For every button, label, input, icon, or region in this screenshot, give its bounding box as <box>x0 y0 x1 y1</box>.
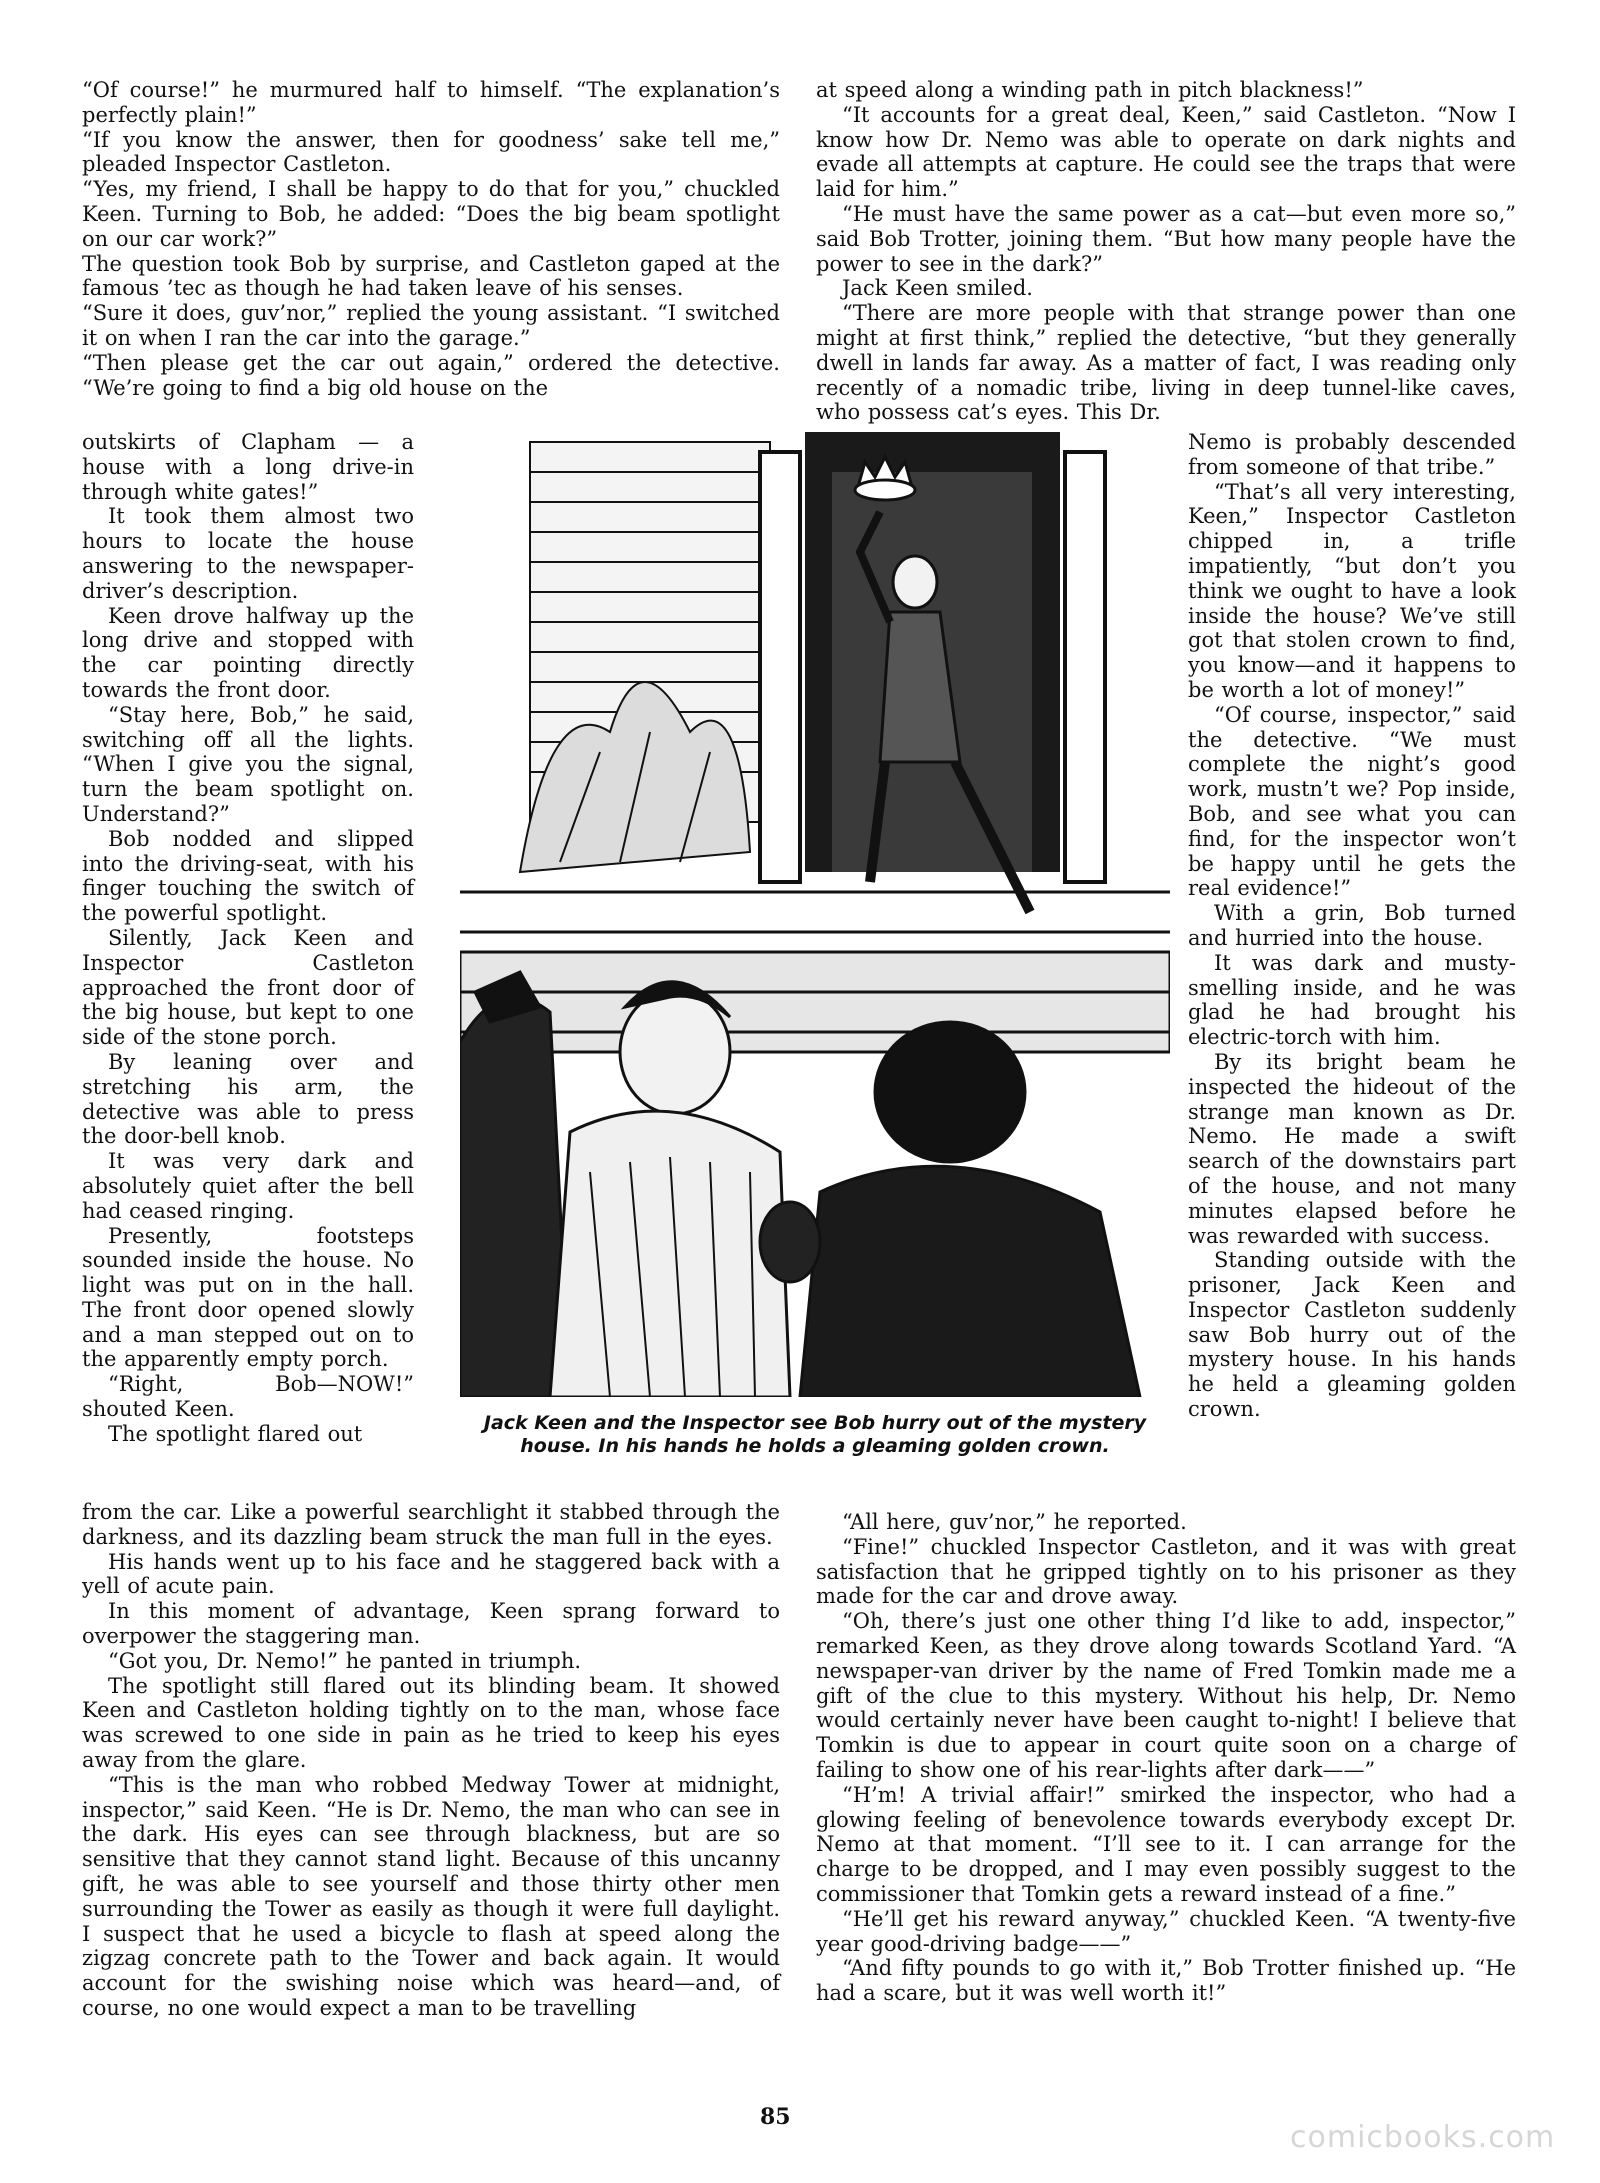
paragraph: “Of course, inspector,” said the detective. “We must complete the night’s good work, mustn’t we? Pop inside, Bob, and see what you can find, for the inspector won’t be happy until he gets the real evidence!” <box>1188 702 1516 901</box>
text-column-left-bottom <box>82 1500 780 2021</box>
paragraph: “This is the man who robbed Medway Tower at midnight, inspector,” said Keen. “He is Dr. Nemo, the man who can see in the dark. His eyes can see through blackness, but are so sensitive that they cannot stand light. Because of this uncanny gift, he was able to see yourself and those thirty other men surrounding the Tower as easily as though it were full daylight. I suspect that he used a bicycle to flash at speed along the zigzag concrete path to the Tower and back again. It would account for the swishing noise which was heard—and, of course, no one would expect a man to be travelling <box>82 1772 780 2020</box>
paragraph: “H’m! A trivial affair!” smirked the inspector, who had a glowing feeling of benevolence towards everybody except Dr. Nemo at that moment. “I’ll see to it. I can arrange for the charge to be dropped, and I may even possibly suggest to the commissioner that Tomkin gets a reward instead of a fine.” <box>816 1782 1516 1906</box>
paragraph: The spotlight still flared out its blinding beam. It showed Keen and Castleton holding tightly on to the man, whose face was screwed to one side in pain as he tried to keep his eyes away from the glare. <box>82 1673 780 1772</box>
paragraph: By its bright beam he inspected the hideout of the strange man known as Dr. Nemo. He made a swift search of the downstairs part of the house, and not many minutes elapsed before he was rewarded with success. <box>1188 1049 1516 1248</box>
text-column-left-top <box>82 78 780 400</box>
paragraph: It was dark and musty-smelling inside, and he was glad he had brought his electric-torch with him. <box>1188 950 1516 1050</box>
paragraph: With a grin, Bob turned and hurried into the house. <box>1188 901 1516 950</box>
paragraph: It took them almost two hours to locate the house answering to the newspaper-driver’s description. <box>82 504 414 603</box>
paragraph: “That’s all very interesting, Keen,” Inspector Castleton chipped in, a trifle impatiently, “but don’t you think we ought to have a look inside the house? We’ve still got that stolen crown to find, you know—and it happens to be worth a lot of money!” <box>1188 479 1516 702</box>
watermark: comicbooks.com <box>1290 2120 1556 2155</box>
paragraph: Nemo is probably descended from someone of that tribe.” <box>1188 430 1516 479</box>
paragraph: His hands went up to his face and he staggered back with a yell of acute pain. <box>82 1549 780 1599</box>
paragraph: “It accounts for a great deal, Keen,” said Castleton. “Now I know how Dr. Nemo was able to operate on dark nights and evade all attempts at capture. He could see the traps that were laid for him.” <box>816 102 1516 202</box>
paragraph: from the car. Like a powerful searchlight it stabbed through the darkness, and its dazzling beam struck the man full in the eyes. <box>82 1500 780 1549</box>
text-column-right-top <box>816 78 1516 425</box>
text-column-left-narrow <box>82 430 414 1447</box>
paragraph: “He’ll get his reward anyway,” chuckled Keen. “A twenty-five year good-driving badge——” <box>816 1906 1516 1956</box>
paragraph: at speed along a winding path in pitch blackness!” <box>816 78 1364 102</box>
paragraph: “Right, Bob—NOW!” shouted Keen. <box>82 1372 414 1422</box>
paragraph: “Got you, Dr. Nemo!” he panted in triumph. <box>108 1648 582 1673</box>
paragraph: “Stay here, Bob,” he said, switching off all the lights. “When I give you the signal, turn the beam spotlight on. Understand?” <box>82 702 414 826</box>
paragraph: It was very dark and absolutely quiet after the bell had ceased ringing. <box>82 1149 414 1223</box>
paragraph: “Oh, there’s just one other thing I’d like to add, inspector,” remarked Keen, as they drove along towards Scotland Yard. “A newspaper-van driver by the name of Fred Tomkin made me a gift of the clue to this mystery. Without his help, Dr. Nemo would certainly never have been caught to-night! I believe that Tomkin is due to appear in court quite soon on a charge of failing to show one of his rear-lights after dark——” <box>816 1609 1516 1782</box>
paragraph: Silently, Jack Keen and Inspector Castleton approached the front door of the big house, but kept to one side of the stone porch. <box>82 925 414 1050</box>
porch-column <box>1065 452 1105 882</box>
paragraph: Bob nodded and slipped into the driving-seat, with his finger touching the switch of the powerful spotlight. <box>82 826 414 926</box>
paragraph: “Yes, my friend, I shall be happy to do that for you,” chuckled Keen. Turning to Bob, he added: “Does the big beam spotlight on our car work?” <box>82 177 780 251</box>
illustration-caption: Jack Keen and the Inspector see Bob hurry out of the mystery house. In his hands he holds a gleaming golden crown. <box>483 1412 1147 1457</box>
paragraph: By leaning over and stretching his arm, the detective was able to press the door-bell knob. <box>82 1049 414 1149</box>
paragraph: The question took Bob by surprise, and Castleton gaped at the famous ’tec as though he had taken leave of his senses. <box>82 251 780 301</box>
text-column-right-bottom <box>816 1510 1516 2006</box>
paragraph: “All here, guv’nor,” he reported. <box>842 1510 1187 1534</box>
paragraph: Presently, footsteps sounded inside the house. No light was put on in the hall. The front door opened slowly and a man stepped out on to the apparently empty porch. <box>82 1223 414 1372</box>
porch-column <box>760 452 800 882</box>
paragraph: The spotlight flared out <box>108 1421 363 1446</box>
paragraph: Jack Keen smiled. <box>842 276 1033 301</box>
paragraph: “Then please get the car out again,” ordered the detective. “We’re going to find a big old house on the <box>82 350 780 400</box>
paragraph: “And fifty pounds to go with it,” Bob Trotter finished up. “He had a scare, but it was well worth it!” <box>816 1956 1516 2006</box>
story-illustration <box>460 432 1170 1397</box>
paragraph: “Of course!” he murmured half to himself. “The explanation’s perfectly plain!” <box>82 78 780 127</box>
paragraph: “He must have the same power as a cat—but even more so,” said Bob Trotter, joining them. “But how many people have the power to see in the dark?” <box>816 201 1516 276</box>
paragraph: “Sure it does, guv’nor,” replied the young assistant. “I switched it on when I ran the car into the garage.” <box>82 301 780 350</box>
crown-icon <box>855 457 915 500</box>
paragraph: Keen drove halfway up the long drive and stopped with the car pointing directly towards the front door. <box>82 603 414 702</box>
paragraph: In this moment of advantage, Keen sprang forward to overpower the staggering man. <box>82 1599 780 1648</box>
paragraph: “There are more people with that strange power than one might at first think,” replied the detective, “but they generally dwell in lands far away. As a matter of fact, I was reading only recently of a nomadic tribe, living in deep tunnel-like caves, who possess cat’s eyes. This Dr. <box>816 301 1516 425</box>
paragraph: “If you know the answer, then for goodness’ sake tell me,” pleaded Inspector Castleton. <box>82 127 780 177</box>
text-column-right-narrow <box>1188 430 1516 1422</box>
paragraph: “Fine!” chuckled Inspector Castleton, and it was with great satisfaction that he gripped tightly on to his prisoner as they made for the car and drove away. <box>816 1534 1516 1609</box>
page-number: 85 <box>760 2104 791 2130</box>
paragraph: Standing outside with the prisoner, Jack Keen and Inspector Castleton suddenly saw Bob hurry out of the mystery house. In his hands he held a gleaming golden crown. <box>1188 1248 1516 1422</box>
paragraph: outskirts of Clapham — a house with a long drive-in through white gates!” <box>82 430 414 504</box>
